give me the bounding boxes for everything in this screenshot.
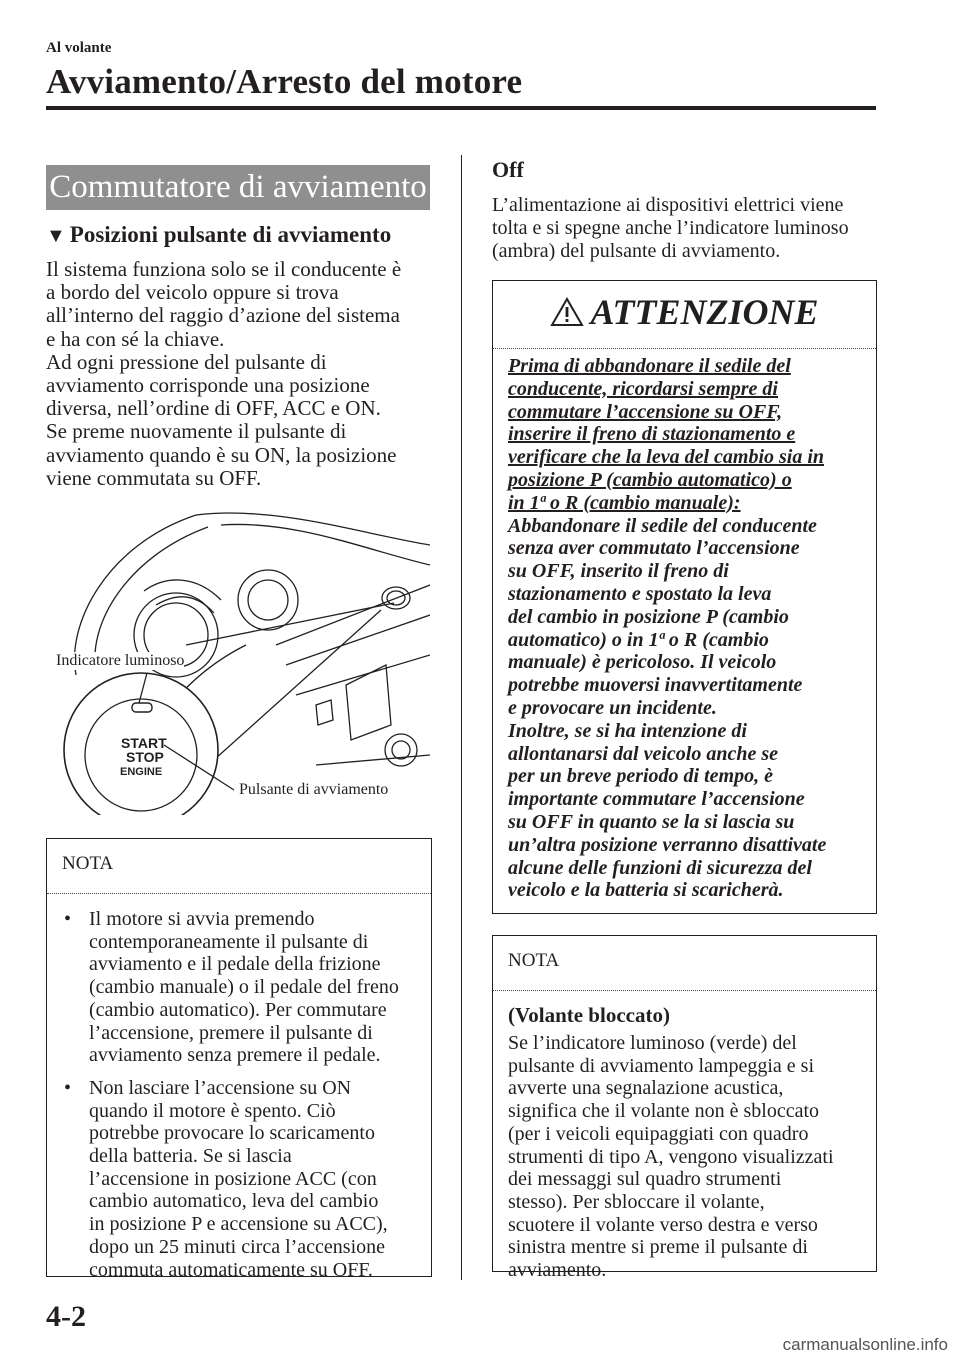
note-text: Se l’indicatore luminoso (verde) del pulsante di avviamento lampeggia e si avverte una segnalazione acustica, significa che il volante non è sbloccato (per i veicoli equipaggiati con quadro strumenti di tipo A, vengono visualizzati dei messaggi sul quadro strumenti stesso). Per sbloccare il volante, scuotere il volante verso destra e verso sinistra mentre si preme il pulsante di avviamento. (508, 1032, 834, 1282)
caution-body (508, 355, 868, 902)
caution-box (492, 280, 877, 914)
off-heading: Off (492, 157, 524, 182)
page-number: 4-2 (46, 1300, 86, 1333)
off-paragraph: L’alimentazione ai dispositivi elettrici viene tolta e si spegne anche l’indicatore luminoso (ambra) del pulsante di avviamento. (492, 194, 849, 262)
header-divider (46, 106, 876, 110)
note-bullet-list (47, 894, 431, 1281)
stop-label: STOP (126, 749, 164, 765)
section-banner: Commutatore di avviamento (46, 165, 430, 210)
subsection-heading-text: Posizioni pulsante di avviamento (69, 222, 392, 247)
button-callout-label: Pulsante di avviamento (239, 781, 389, 798)
engine-label: ENGINE (120, 766, 163, 778)
caution-title (493, 291, 876, 333)
column-divider (461, 155, 462, 1280)
subsection-heading (46, 222, 391, 248)
note-box-left (46, 838, 432, 1281)
page-title: Avviamento/Arresto del motore (46, 62, 523, 101)
note-subheading: (Volante bloccato) (508, 1003, 670, 1027)
caution-title-text: ATTENZIONE (590, 292, 819, 332)
intro-paragraph: Il sistema funziona solo se il conducente è a bordo del veicolo oppure si trova all’interno del raggio d’azione del sistema e ha con sé la chiave. Ad ogni pressione del pulsante di avviamento corrisponde una posizione diversa, nell’ordine di OFF, ACC e ON. Se preme nuovamente il pulsante di avviamento quando è su ON, la posizione viene commutata su OFF. (46, 257, 402, 490)
warning-triangle-icon (550, 297, 584, 327)
indicator-callout-label: Indicatore luminoso (56, 652, 185, 669)
note-heading: NOTA (62, 853, 114, 874)
caution-underlined-text: Prima di abbandonare il sedile del conducente, ricordarsi sempre di commutare l’accensione su OFF, inserire il freno di stazionamento e verificare che la leva del cambio sia in posizione P (cambio automatico) o in 1ª o R (cambio manuale): (508, 355, 825, 514)
bullet-icon: • (64, 908, 72, 930)
start-label: START (121, 735, 167, 751)
bullet-icon: • (64, 1076, 72, 1099)
list-item (47, 1077, 431, 1281)
note-item-text: Il motore si avvia premendo contemporaneamente il pulsante di avviamento e il pedale della frizione (cambio manuale) o il pedale del freno (cambio automatico). Per commutare l’accensione, premere il pulsante di avviamento senza premere il pedale. (89, 908, 399, 1067)
caution-rest-text: Abbandonare il sedile del conducente senza aver commutato l’accensione su OFF, inserito il freno di stazionamento e spostato la leva del cambio in posizione P (cambio automatico) o in 1ª o R (cambio manuale) è pericoloso. Il veicolo potrebbe muoversi inavvertitamente e provocare un incidente. Inoltre, se si ha intenzione di allontanarsi dal veicolo anche se per un breve periodo di tempo, è importante commutare l’accensione su OFF in quanto se la si lascia su un’altra posizione verranno disattivate alcune delle funzioni di sicurezza del veicolo e la batteria si scaricherà. (508, 514, 827, 902)
list-item (47, 908, 431, 1067)
start-button-illustration (46, 505, 430, 815)
watermark: carmanualsonline.info (782, 1335, 948, 1354)
note-heading: NOTA (508, 950, 560, 971)
section-label: Al volante (46, 40, 112, 56)
triangle-down-icon: ▼ (46, 225, 66, 247)
note-box-right (492, 935, 877, 1282)
note-item-text: Non lasciare l’accensione su ON quando il motore è spento. Ciò potrebbe provocare lo scaricamento della batteria. Se si lascia l’accensione in posizione ACC (con cambio automatico, leva del cambio in posizione P e accensione su ACC), dopo un 25 minuti circa l’accensione commuta automaticamente su OFF. (89, 1076, 388, 1281)
caution-divider (493, 348, 876, 349)
